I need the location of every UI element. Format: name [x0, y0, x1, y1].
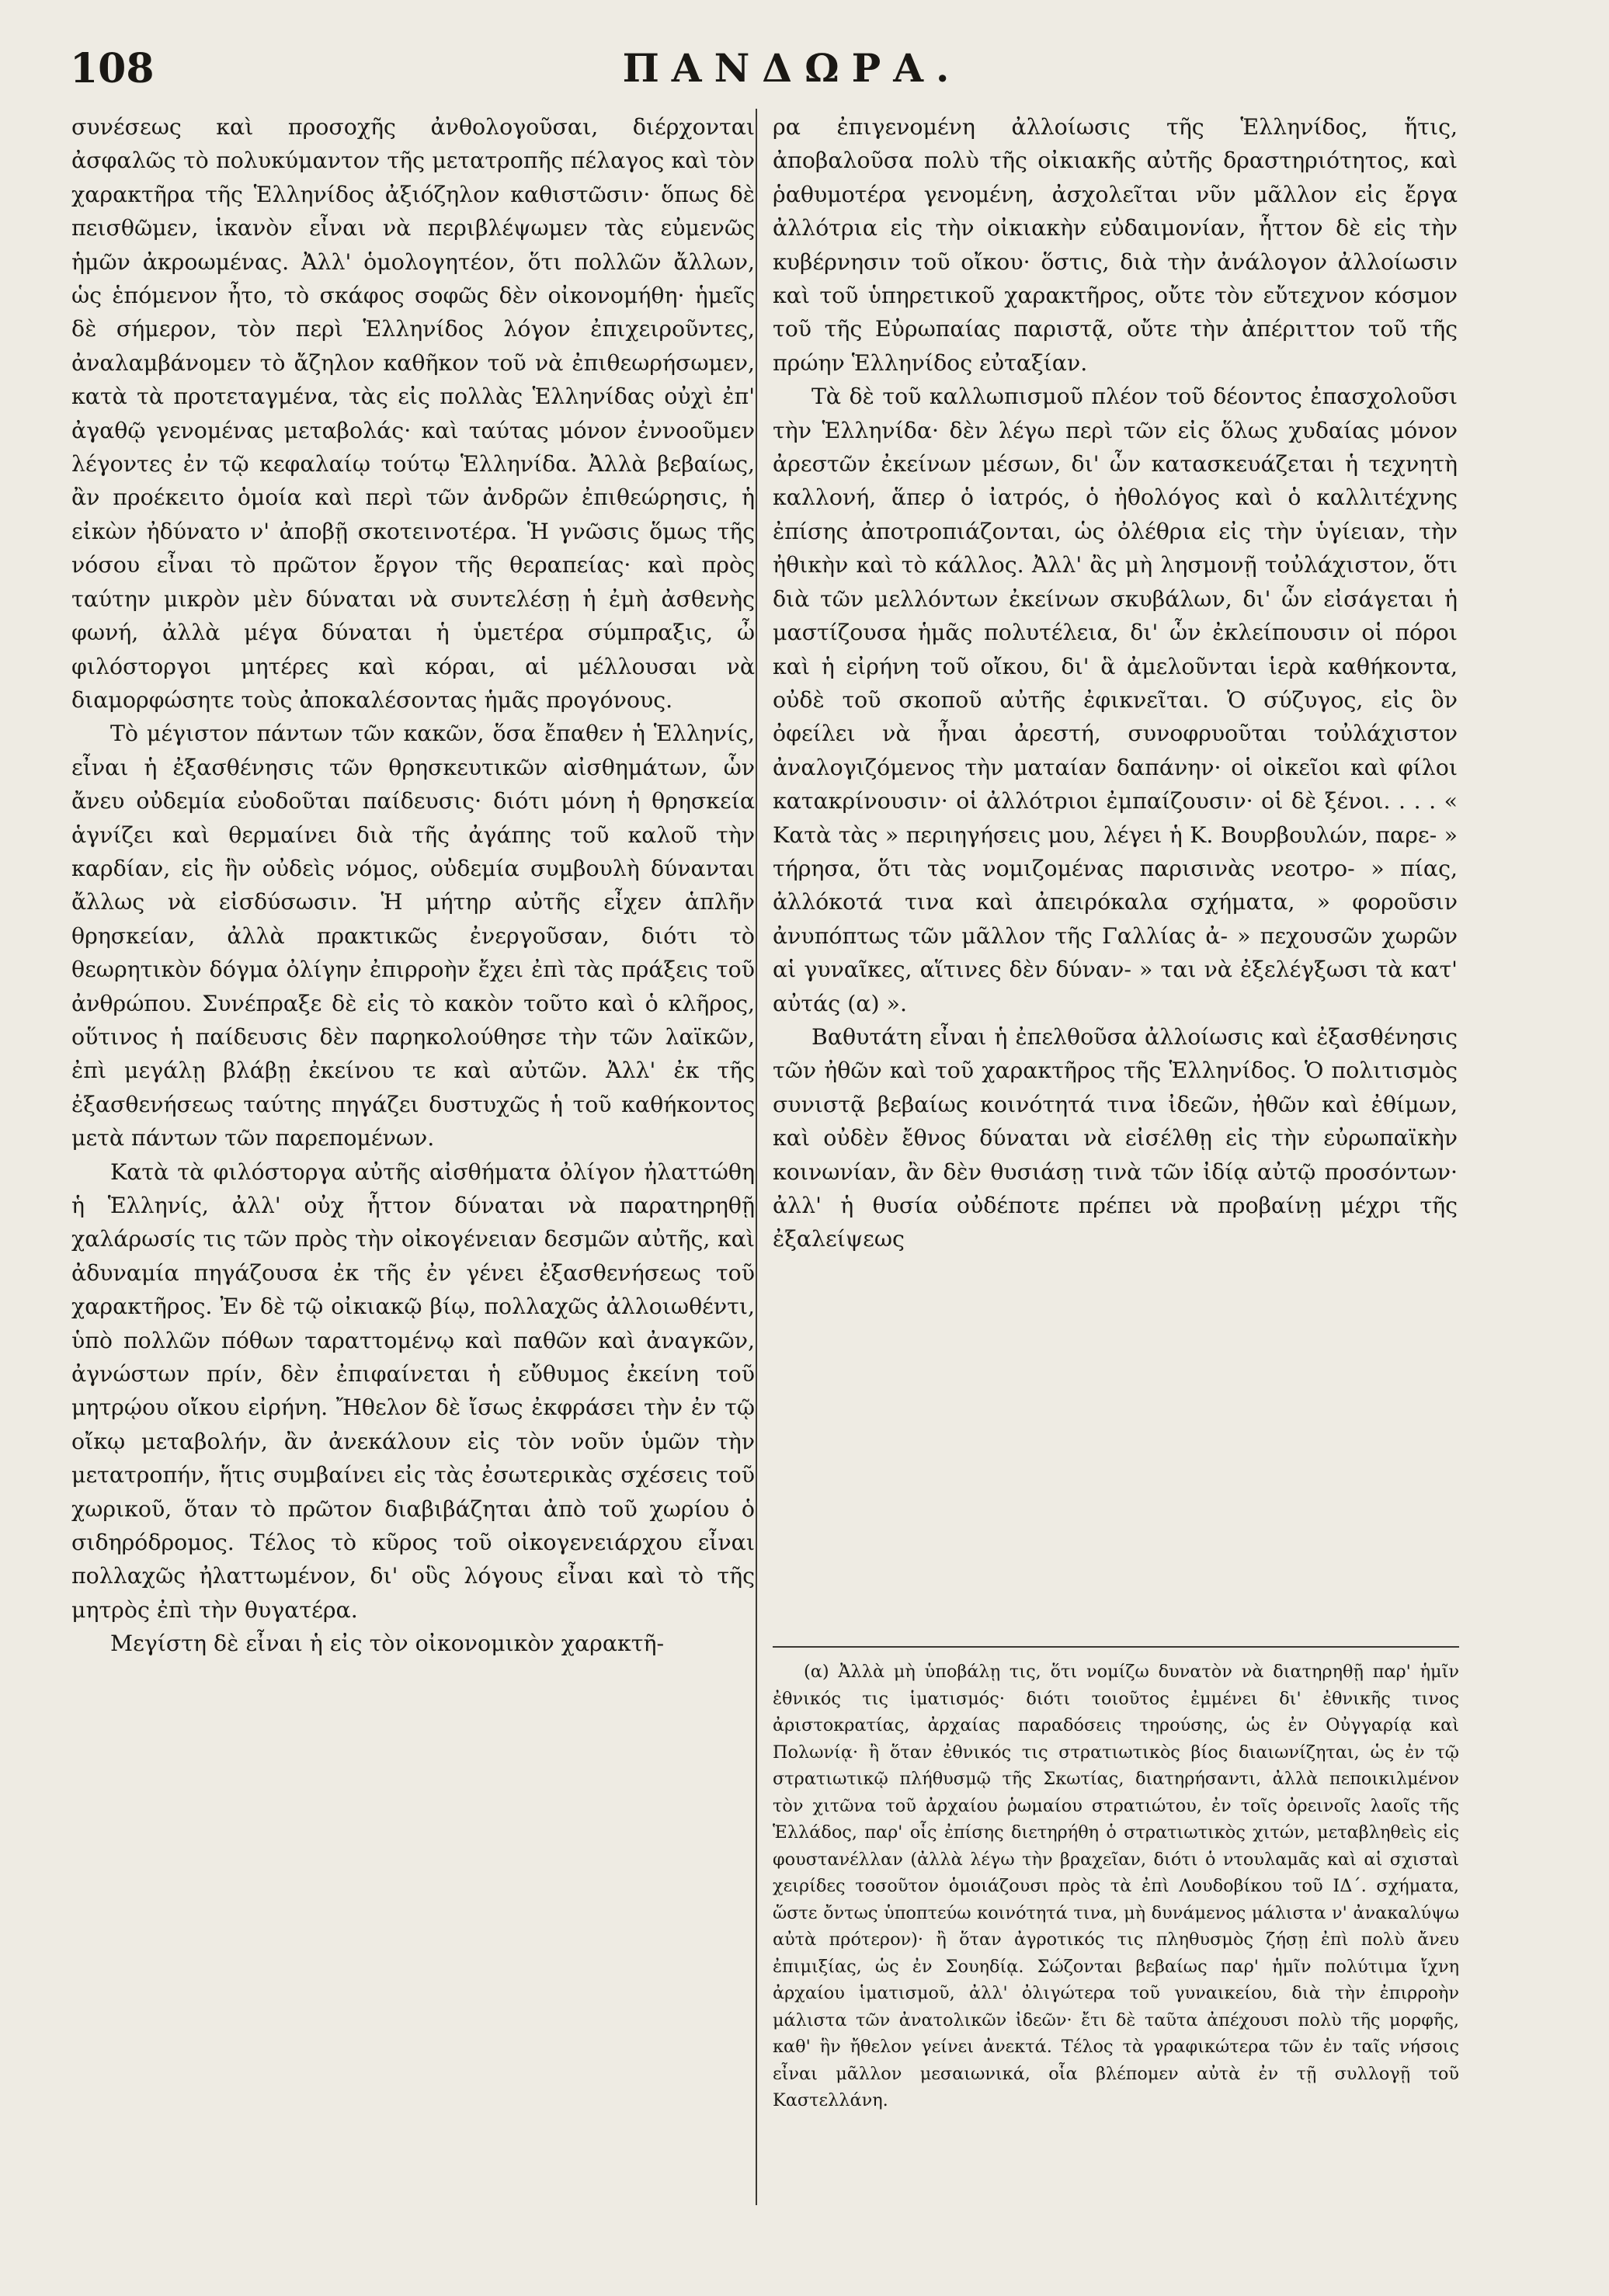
footnote-text: (α) Ἀλλὰ μὴ ὑποβάλῃ τις, ὅτι νομίζω δυνατὸν νὰ διατηρηθῇ παρ' ἡμῖν ἐθνικός τις ἱματισμός· διότι τοιοῦτος ἐμμένει δι' ἐθνικῆς τινος ἀριστοκρατίας, ἀρχαίας παραδόσεις τηρούσης, ὡς ἐν Οὐγγαρίᾳ καὶ Πολωνίᾳ· ἢ ὅταν ἐθνικός τις στρατιωτικὸς βίος διαιωνίζηται, ὡς ἐν τῷ στρατιωτικῷ πλήθυσμῷ τῆς Σκωτίας, διατηρήσαντι, ἀλλὰ πεποικιλμένον τὸν χιτῶνα τοῦ ἀρχαίου ῥωμαίου στρατιώτου, ἐν τοῖς ὀρεινοῖς λαοῖς τῆς Ἑλλάδος, παρ' οἷς ἐπίσης διετηρήθη ὁ στρατιωτικὸς χιτών, μεταβληθεὶς εἰς φουστανέλλαν (ἀλλὰ λέγω τὴν βραχεῖαν, διότι ὁ ντουλαμᾶς καὶ αἱ σχισταὶ χειρίδες τοσοῦτον ὁμοιάζουσι πρὸς τὰ ἐπὶ Λουδοβίκου τοῦ ΙΔ΄. σχήματα, ὥστε ὄντως ὑποπτεύω κοινότητά τινα, μὴ δυνάμενος μάλιστα ν' ἀνακαλύψω αὐτὰ πρότερον)· ἢ ὅταν ἀγροτικός τις πληθυσμὸς ζήσῃ ἐπὶ πολὺ ἄνευ ἐπιμιξίας, ὡς ἐν Σουηδίᾳ. Σώζονται βεβαίως παρ' ἡμῖν πολύτιμα ἴχνη ἀρχαίου ἱματισμοῦ, ἀλλ' ὀλιγώτερα τοῦ γυναικείου, διὰ τὴν ἐπιρροὴν μάλιστα τῶν ἀνατολικῶν ἰδεῶν· ἔτι δὲ ταῦτα ἀπέχουσι πολὺ τῆς μορφῆς, καθ' ἣν ἤθελον γείνει ἀνεκτά. Τέλος τὰ γραφικώτερα τῶν ἐν ταῖς νήσοις εἶναι μᾶλλον μεσαιωνικά, οἷα βλέπομεν αὐτὰ ἐν τῇ συλλογῇ τοῦ Καστελλάνη. — [773, 1662, 1459, 2110]
right-column — [773, 110, 1458, 1256]
running-title: ΠΑΝΔΩΡΑ. — [622, 45, 962, 91]
paragraph: Κατὰ τὰ φιλόστοργα αὐτῆς αἰσθήματα ὀλίγον ἠλαττώθη ἡ Ἑλληνίς, ἀλλ' οὐχ ἧττον δύναται νὰ παρατηρηθῇ χαλάρωσίς τις τῶν πρὸς τὴν οἰκογένειαν δεσμῶν αὐτῆς, καὶ ἀδυναμία πηγάζουσα ἐκ τῆς ἐν γένει ἐξασθενήσεως τοῦ χαρακτῆρος. Ἐν δὲ τῷ οἰκιακῷ βίῳ, πολλαχῶς ἀλλοιωθέντι, ὑπὸ πολλῶν πόθων ταραττομένῳ καὶ παθῶν καὶ ἀναγκῶν, ἀγνώστων πρίν, δὲν ἐπιφαίνεται ἡ εὔθυμος ἐκείνη τοῦ μητρῴου οἴκου εἰρήνη. Ἤθελον δὲ ἴσως ἐκφράσει τὴν ἐν τῷ οἴκῳ μεταβολήν, ἂν ἀνεκάλουν εἰς τὸν νοῦν ὑμῶν τὴν μετατροπήν, ἥτις συμβαίνει εἰς τὰς ἐσωτερικὰς σχέσεις τοῦ χωρικοῦ, ὅταν τὸ πρῶτον διαβιβάζηται ἀπὸ τοῦ χωρίου ὁ σιδηρόδρομος. Τέλος τὸ κῦρος τοῦ οἰκογενειάρχου εἶναι πολλαχῶς ἠλαττωμένον, δι' οὓς λόγους εἶναι καὶ τὸ τῆς μητρὸς ἐπὶ τὴν θυγατέρα. — [71, 1158, 755, 1623]
paragraph: ρα ἐπιγενομένη ἀλλοίωσις τῆς Ἑλληνίδος, ἥτις, ἀποβαλοῦσα πολὺ τῆς οἰκιακῆς αὐτῆς δραστηριότητος, καὶ ῥαθυμοτέρα γενομένη, ἀσχολεῖται νῦν μᾶλλον εἰς ἔργα ἀλλότρια εἰς τὴν οἰκιακὴν εὐδαιμονίαν, ἧττον δὲ εἰς τὴν κυβέρνησιν τοῦ οἴκου· ὅστις, διὰ τὴν ἀνάλογον ἀλλοίωσιν καὶ τοῦ ὑπηρετικοῦ χαρακτῆρος, οὔτε τὸν εὔτεχνον κόσμον τοῦ τῆς Εὐρωπαίας παριστᾷ, οὔτε τὴν ἀπέριττον τοῦ τῆς πρώην Ἑλληνίδος εὐταξίαν. — [773, 114, 1458, 376]
footnote — [773, 1659, 1459, 2114]
paragraph: συνέσεως καὶ προσοχῆς ἀνθολογοῦσαι, διέρχονται ἀσφαλῶς τὸ πολυκύμαντον τῆς μετατροπῆς πέλαγος καὶ τὸν χαρακτῆρα τῆς Ἑλληνίδος ἀξιόζηλον καθιστῶσιν· ὅπως δὲ πεισθῶμεν, ἱκανὸν εἶναι νὰ περιβλέψωμεν τὰς εὐμενῶς ἡμῶν ἀκροωμένας. Ἀλλ' ὁμολογητέον, ὅτι πολλῶν ἄλλων, ὡς ἑπόμενον ἦτο, τὸ σκάφος σοφῶς δὲν οἰκονομήθη· ἡμεῖς δὲ σήμερον, τὸν περὶ Ἑλληνίδος λόγον ἐπιχειροῦντες, ἀναλαμβάνομεν τὸ ἄζηλον καθῆκον τοῦ νὰ ἐπιθεωρήσωμεν, κατὰ τὰ προτεταγμένα, τὰς εἰς πολλὰς Ἑλληνίδας οὐχὶ ἐπ' ἀγαθῷ γενομένας μεταβολάς· καὶ ταύτας μόνον ἐννοοῦμεν λέγοντες ἐν τῷ κεφαλαίῳ τούτῳ Ἑλληνίδα. Ἀλλὰ βεβαίως, ἂν προέκειτο ὁμοία καὶ περὶ τῶν ἀνδρῶν ἐπιθεώρησις, ἡ εἰκὼν ἠδύνατο ν' ἀποβῇ σκοτεινοτέρα. Ἡ γνῶσις ὅμως τῆς νόσου εἶναι τὸ πρῶτον ἔργον τῆς θεραπείας· καὶ πρὸς ταύτην μικρὸν μὲν δύναται νὰ συντελέσῃ ἡ ἐμὴ ἀσθενὴς φωνή, ἀλλὰ μέγα δύναται ἡ ὑμετέρα σύμπραξις, ὦ φιλόστοργοι μητέρες καὶ κόραι, αἱ μέλλουσαι νὰ διαμορφώσητε τοὺς ἀποκαλέσοντας ἡμᾶς προγόνους. — [71, 114, 755, 713]
paragraph: Τὰ δὲ τοῦ καλλωπισμοῦ πλέον τοῦ δέοντος ἐπασχολοῦσι τὴν Ἑλληνίδα· δὲν λέγω περὶ τῶν εἰς ὅλως χυδαίας μόνον ἀρεστῶν ἐκείνων μέσων, δι' ὧν κατασκευάζεται ἡ τεχνητὴ καλλονή, ἅπερ ὁ ἰατρός, ὁ ἠθολόγος καὶ ὁ καλλιτέχνης ἐπίσης ἀποτροπιάζονται, ὡς ὀλέθρια εἰς τὴν ὑγίειαν, τὴν ἠθικὴν καὶ τὸ κάλλος. Ἀλλ' ἂς μὴ λησμονῇ τοὐλάχιστον, ὅτι διὰ τῶν μελλόντων ἐκείνων σκυβάλων, δι' ὧν εἰσάγεται ἡ μαστίζουσα ἡμᾶς πολυτέλεια, δι' ὧν ἐκλείπουσιν οἱ πόροι καὶ ἡ εἰρήνη τοῦ οἴκου, δι' ἃ ἀμελοῦνται ἱερὰ καθήκοντα, οὐδὲ τοῦ σκοποῦ αὐτῆς ἐφικνεῖται. Ὁ σύζυγος, εἰς ὃν ὀφείλει νὰ ἦναι ἀρεστή, συνοφρυοῦται τοὐλάχιστον ἀναλογιζόμενος τὴν ματαίαν δαπάνην· οἱ οἰκεῖοι καὶ φίλοι κατακρίνουσιν· οἱ ἀλλότριοι ἐμπαίζουσιν· οἱ δὲ ξένοι. . . . « Κατὰ τὰς » περιηγήσεις μου, λέγει ἡ Κ. Βουρβουλών, παρε- » τήρησα, ὅτι τὰς νομιζομένας παρισινὰς νεοτρο- » πίας, ἀλλόκοτά τινα καὶ ἀπειρόκαλα σχήματα, » φοροῦσιν ἀνυπόπτως τῶν μᾶλλον τῆς Γαλλίας ἀ- » πεχουσῶν χωρῶν αἱ γυναῖκες, αἵτινες δὲν δύναν- » ται νὰ ἐξελέγξωσι τὰ κατ' αὐτάς (α) ». — [773, 384, 1458, 1016]
paragraph: Μεγίστη δὲ εἶναι ἡ εἰς τὸν οἰκονομικὸν χαρακτῆ- — [110, 1631, 665, 1657]
column-divider — [756, 109, 757, 2205]
paragraph: Τὸ μέγιστον πάντων τῶν κακῶν, ὅσα ἔπαθεν ἡ Ἑλληνίς, εἶναι ἡ ἐξασθένησις τῶν θρησκευτικῶν αἰσθημάτων, ὧν ἄνευ οὐδεμία εὐοδοῦται παίδευσις· διότι μόνη ἡ θρησκεία ἁγνίζει καὶ θερμαίνει διὰ τῆς ἀγάπης τοῦ καλοῦ τὴν καρδίαν, εἰς ἣν οὐδεὶς νόμος, οὐδεμία συμβουλὴ δύνανται ἄλλως νὰ εἰσδύσωσιν. Ἡ μήτηρ αὐτῆς εἶχεν ἁπλῆν θρησκείαν, ἀλλὰ πρακτικῶς ἐνεργοῦσαν, διότι τὸ θεωρητικὸν δόγμα ὀλίγην ἐπιρροὴν ἔχει ἐπὶ τὰς πράξεις τοῦ ἀνθρώπου. Συνέπραξε δὲ εἰς τὸ κακὸν τοῦτο καὶ ὁ κλῆρος, οὕτινος ἡ παίδευσις δὲν παρηκολούθησε τὴν τῶν λαϊκῶν, ἐπὶ μεγάλῃ βλάβῃ ἐκείνου τε καὶ αὐτῶν. Ἀλλ' ἐκ τῆς ἐξασθενήσεως ταύτης πηγάζει δυστυχῶς ἡ τοῦ καθήκοντος μετὰ πάντων τῶν παρεπομένων. — [71, 721, 755, 1151]
page-header — [70, 45, 1514, 99]
page-number: 108 — [70, 45, 155, 92]
left-column — [71, 110, 755, 1661]
paragraph: Βαθυτάτη εἶναι ἡ ἐπελθοῦσα ἀλλοίωσις καὶ ἐξασθένησις τῶν ἠθῶν καὶ τοῦ χαρακτῆρος τῆς Ἑλληνίδος. Ὁ πολιτισμὸς συνιστᾷ βεβαίως κοινότητά τινα ἰδεῶν, ἠθῶν καὶ ἐθίμων, καὶ οὐδὲν ἔθνος δύναται νὰ εἰσέλθῃ εἰς τὴν εὐρωπαϊκὴν κοινωνίαν, ἂν δὲν θυσιάσῃ τινὰ τῶν ἰδίᾳ αὐτῷ προσόντων· ἀλλ' ἡ θυσία οὐδέποτε πρέπει νὰ προβαίνῃ μέχρι τῆς ἐξαλείψεως — [773, 1023, 1458, 1252]
footnote-divider — [773, 1646, 1459, 1648]
